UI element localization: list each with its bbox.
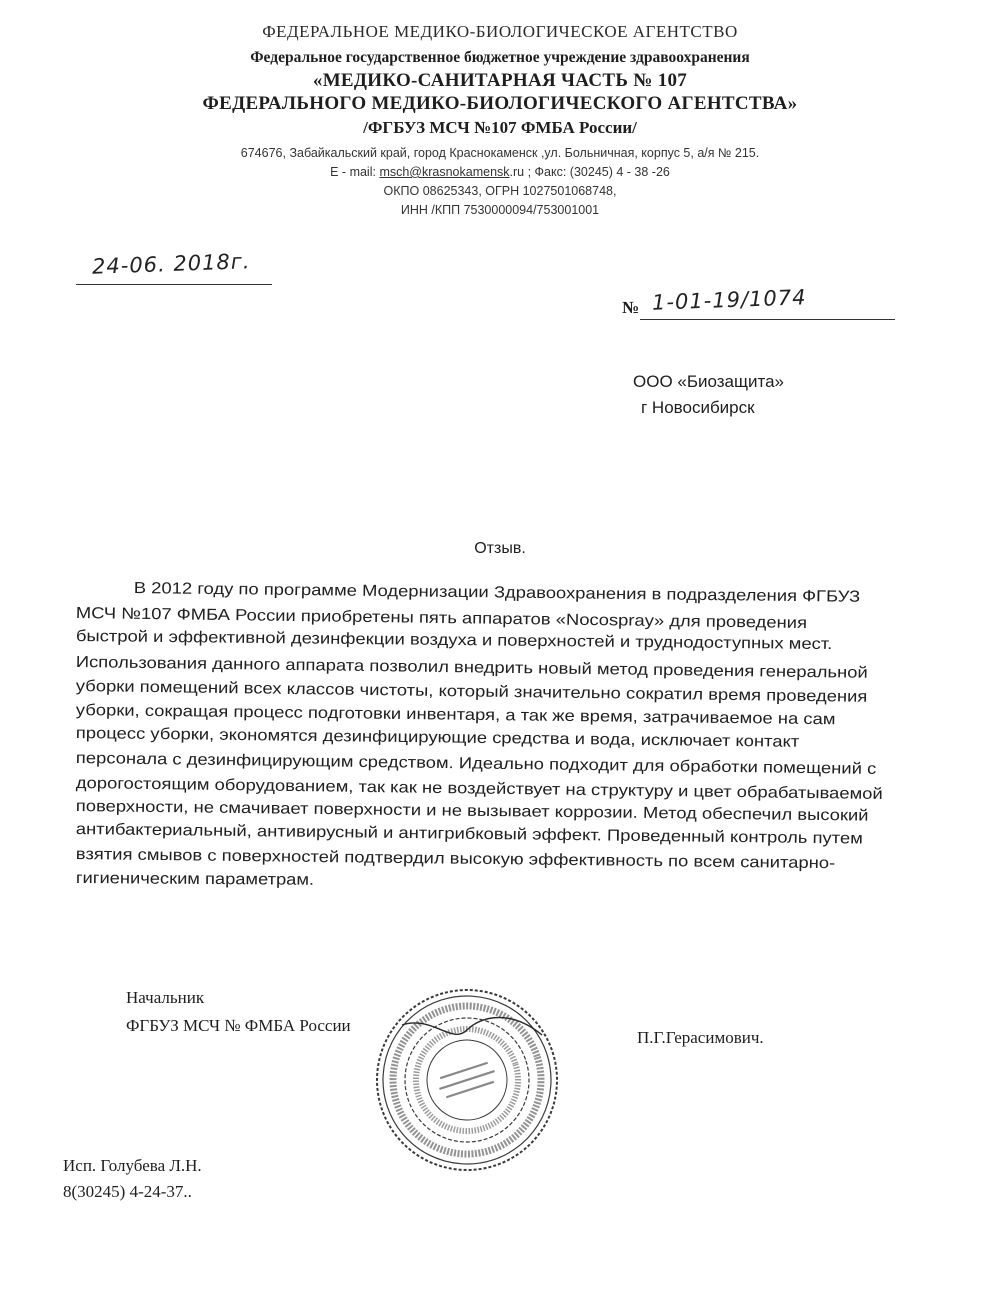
postal-address: 674676, Забайкальский край, город Краснокаменск ,ул. Больничная, корпус 5, а/я № 215. <box>240 146 760 160</box>
okpo-ogrn: ОКПО 08625343, ОГРН 1027501068748, <box>383 184 617 198</box>
body-line: взятия смывов с поверхностей подтвердил высокую эффективность по всем санитарно- <box>75 846 836 873</box>
body-line: антибактериальный, антивирусный и антигрибковый эффект. Проведенный контроль путем <box>75 821 863 848</box>
body-line: поверхности, не смачивает поверхности и не вызывает коррозии. Метод обеспечил высокий <box>75 798 869 825</box>
executor-name: Исп. Голубева Л.Н. <box>63 1156 202 1175</box>
institution-name-line2: ФЕДЕРАЛЬНОГО МЕДИКО-БИОЛОГИЧЕСКОГО АГЕНТСТВА» <box>202 93 798 114</box>
signatory-name: П.Г.Герасимович. <box>637 1028 764 1047</box>
recipient-org: ООО «Биозащита» <box>633 372 784 391</box>
body-line: Использования данного аппарата позволил внедрить новый метод проведения генеральной <box>75 654 868 682</box>
contact-line <box>0 165 1000 179</box>
handwritten-date: 24-06. 2018г. <box>91 249 251 279</box>
body-line: гигиеническим параметрам. <box>75 870 315 889</box>
round-seal-stamp <box>372 985 562 1175</box>
document-title: Отзыв. <box>474 540 526 557</box>
agency-name: ФЕДЕРАЛЬНОЕ МЕДИКО-БИОЛОГИЧЕСКОЕ АГЕНТСТВО <box>262 22 738 41</box>
handwritten-number: 1-01-19/1074 <box>651 285 807 315</box>
email-label: E - mail: <box>330 165 380 179</box>
body-line: В 2012 году по программе Модернизации Здравоохранения в подразделения ФГБУЗ <box>133 580 861 606</box>
body-line: процесс уборки, экономятся дезинфицирующие средства и вода, исключает контакт <box>75 725 800 751</box>
body-line: МСЧ №107 ФМБА России приобретены пять аппаратов «Nocospray» для проведения <box>75 605 808 632</box>
body-line: дорогостоящим оборудованием, так как не воздействует на структуру и цвет обрабатываемой <box>75 775 883 804</box>
number-label: № <box>622 298 640 317</box>
body-line: уборки, сокращая процесс подготовки инвентаря, а так же время, затрачиваемое на сам <box>75 702 836 729</box>
date-underline <box>76 284 272 285</box>
fax-text: .ru ; Факс: (30245) 4 - 38 -26 <box>509 165 670 179</box>
body-line: уборки помещений всех классов чистоты, который значительно сократил время проведения <box>75 678 868 706</box>
signatory-organization: ФГБУЗ МСЧ № ФМБА России <box>126 1016 351 1035</box>
institution-short-name: /ФГБУЗ МСЧ №107 ФМБА России/ <box>363 118 637 137</box>
body-line: персонала с дезинфицирующим средством. Идеально подходит для обработки помещений с <box>75 750 877 778</box>
inn-kpp: ИНН /КПП 7530000094/753001001 <box>400 203 600 217</box>
executor-phone: 8(30245) 4-24-37.. <box>63 1182 192 1201</box>
signatory-position: Начальник <box>126 988 205 1007</box>
institution-name-line1: «МЕДИКО-САНИТАРНАЯ ЧАСТЬ № 107 <box>312 70 688 91</box>
recipient-city: г Новосибирск <box>641 398 755 417</box>
body-line: быстрой и эффективной дезинфекции воздуха и поверхностей и труднодоступных мест. <box>75 628 833 654</box>
email-link[interactable]: msch@krasnokamensk <box>379 165 510 179</box>
institution-type: Федеральное государственное бюджетное учреждение здравоохранения <box>250 49 750 66</box>
number-underline <box>640 319 895 320</box>
